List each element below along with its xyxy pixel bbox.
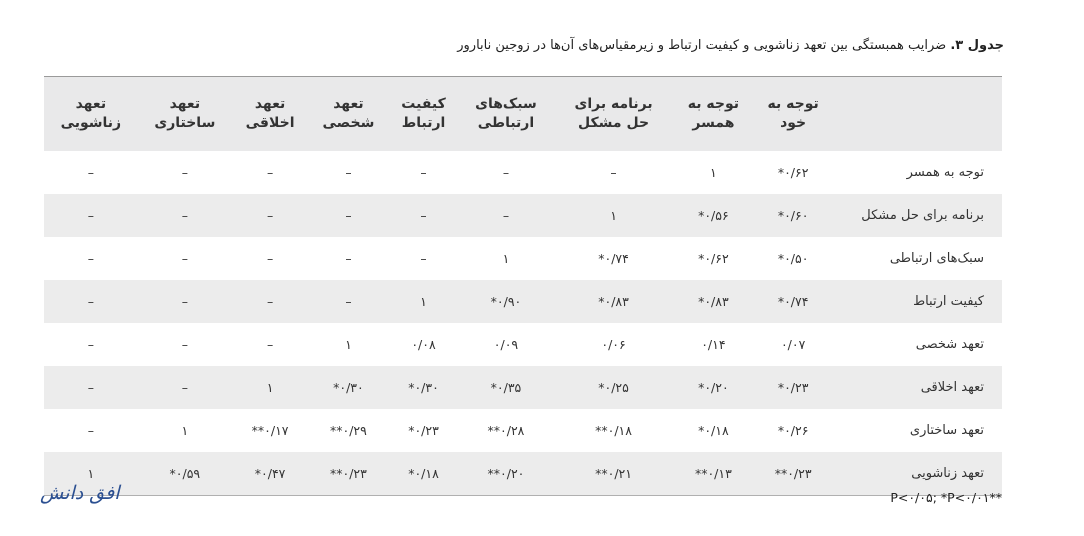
- header-corner: [833, 77, 1002, 152]
- table-cell: ۰/۹۰*: [458, 280, 553, 323]
- row-label: سبک‌های ارتباطی: [889, 251, 984, 266]
- table-cell: –: [389, 194, 459, 237]
- table-cell: ۰/۵۹*: [138, 452, 232, 496]
- table-row: [44, 280, 1002, 323]
- table-cell: –: [232, 194, 308, 237]
- caption-label: جدول ۳.: [950, 38, 1004, 53]
- table-cell: ۰/۱۷**: [251, 423, 289, 438]
- table-cell: –: [44, 194, 138, 237]
- row-label: توجه به همسر: [906, 165, 984, 180]
- row-label: کیفیت ارتباط: [833, 280, 1002, 323]
- correlation-table: [44, 76, 1002, 496]
- table-cell: ۰/۱۸*: [389, 452, 459, 496]
- table-cell: ۰/۶۲*: [698, 251, 729, 266]
- table-cell: ۰/۲۹**: [330, 423, 367, 438]
- table-cell: ۱: [232, 366, 308, 409]
- table-cell: ۰/۶۲*: [777, 165, 809, 180]
- table-cell: ۰/۳۰*: [389, 366, 459, 409]
- table-cell: –: [87, 165, 94, 180]
- row-label: تعهد ساختاری: [909, 423, 984, 438]
- table-cell: ۰/۲۳**: [753, 452, 833, 496]
- table-cell: –: [610, 165, 617, 180]
- table-cell: –: [266, 337, 274, 352]
- table-cell: ۰/۳۰*: [308, 366, 389, 409]
- table-cell: ۰/۱۸*: [698, 423, 729, 438]
- table-cell: –: [266, 251, 274, 266]
- table-cell: ۰/۱۴: [701, 337, 726, 352]
- col-header: تعهد اخلاقی: [232, 77, 308, 152]
- row-label: تعهد شخصی: [915, 337, 984, 352]
- table-cell: ۰/۲۸**: [487, 423, 525, 438]
- table-cell: ۰/۰۶: [601, 337, 626, 352]
- table-cell: –: [87, 337, 94, 352]
- col-header: کیفیت ارتباط: [389, 77, 459, 152]
- table-cell: ۰/۲۰**: [458, 452, 553, 496]
- table-cell: –: [308, 194, 389, 237]
- table-cell: ۰/۸۳*: [554, 280, 674, 323]
- table-cell: –: [181, 251, 188, 266]
- row-label: تعهد زناشویی: [833, 452, 1002, 496]
- table-cell: –: [138, 280, 232, 323]
- table-row: [44, 409, 1002, 452]
- table-cell: ۰/۵۶*: [674, 194, 754, 237]
- table-cell: –: [266, 165, 274, 180]
- table-cell: –: [44, 366, 138, 409]
- table-cell: ۰/۸۳*: [674, 280, 754, 323]
- col-header: برنامه برای حل مشکل: [554, 77, 674, 152]
- col-header: توجه به همسر: [674, 77, 754, 152]
- table-cell: ۰/۰۸: [411, 337, 436, 352]
- table-cell: ۱: [345, 337, 352, 352]
- table-cell: ۰/۳۵*: [458, 366, 553, 409]
- table-cell: ۰/۲۵*: [554, 366, 674, 409]
- table-cell: –: [420, 251, 427, 266]
- table-cell: ۰/۲۳*: [408, 423, 439, 438]
- table-cell: –: [502, 165, 510, 180]
- table-cell: ۰/۰۹: [493, 337, 519, 352]
- col-header: تعهد زناشویی: [44, 77, 138, 152]
- table-row: [44, 151, 1002, 194]
- table-cell: –: [420, 165, 427, 180]
- table-cell: –: [345, 251, 352, 266]
- table-cell: ۰/۷۴*: [753, 280, 833, 323]
- table-cell: ۰/۲۳**: [308, 452, 389, 496]
- table-cell: –: [345, 165, 352, 180]
- table-cell: ۰/۵۰*: [777, 251, 809, 266]
- table-cell: –: [87, 423, 94, 438]
- row-label: برنامه برای حل مشکل: [833, 194, 1002, 237]
- table-cell: ۱: [44, 452, 138, 496]
- table-cell: ۰/۱۳**: [674, 452, 754, 496]
- table-cell: ۰/۷۴*: [598, 251, 629, 266]
- table-row: [44, 237, 1002, 280]
- table-cell: –: [87, 251, 94, 266]
- table-cell: ۰/۲۶*: [777, 423, 809, 438]
- table-cell: ۰/۱۸**: [595, 423, 632, 438]
- table-cell: –: [181, 337, 188, 352]
- publisher-logo: افق دانش: [40, 482, 120, 504]
- table-cell: –: [44, 280, 138, 323]
- col-header: توجه به خود: [753, 77, 833, 152]
- table-cell: –: [138, 194, 232, 237]
- col-header: تعهد ساختاری: [138, 77, 232, 152]
- table-cell: –: [308, 280, 389, 323]
- table-cell: ۰/۲۳*: [753, 366, 833, 409]
- table-cell: ۰/۶۰*: [753, 194, 833, 237]
- table-cell: ۱: [389, 280, 459, 323]
- table-cell: ۱: [554, 194, 674, 237]
- table-cell: ۱: [502, 251, 510, 266]
- row-label: تعهد اخلاقی: [833, 366, 1002, 409]
- table-row: [44, 194, 1002, 237]
- table-cell: ۱: [181, 423, 189, 438]
- table-row: [44, 323, 1002, 366]
- table-cell: ۰/۲۰*: [674, 366, 754, 409]
- table-cell: ۰/۴۷*: [232, 452, 308, 496]
- col-header: تعهد شخصی: [308, 77, 389, 152]
- table-row: [44, 452, 1002, 496]
- table-cell: ۰/۲۱**: [554, 452, 674, 496]
- caption-text: ضرایب همبستگی بین تعهد زناشویی و کیفیت ارتباط و زیرمقیاس‌های آن‌ها در زوجین نابارور: [457, 38, 951, 53]
- table-row: [44, 366, 1002, 409]
- table-cell: –: [232, 280, 308, 323]
- table-caption: [457, 38, 1004, 53]
- col-header: سبک‌های ارتباطی: [458, 77, 553, 152]
- table-cell: –: [138, 366, 232, 409]
- significance-footnote: **P<۰/۰۵; *P<۰/۰۱: [890, 490, 1002, 505]
- table-cell: ۰/۰۷: [780, 337, 806, 352]
- table-cell: –: [458, 194, 553, 237]
- table-cell: –: [181, 165, 188, 180]
- table-cell: ۱: [710, 165, 717, 180]
- header-row: [44, 77, 1002, 152]
